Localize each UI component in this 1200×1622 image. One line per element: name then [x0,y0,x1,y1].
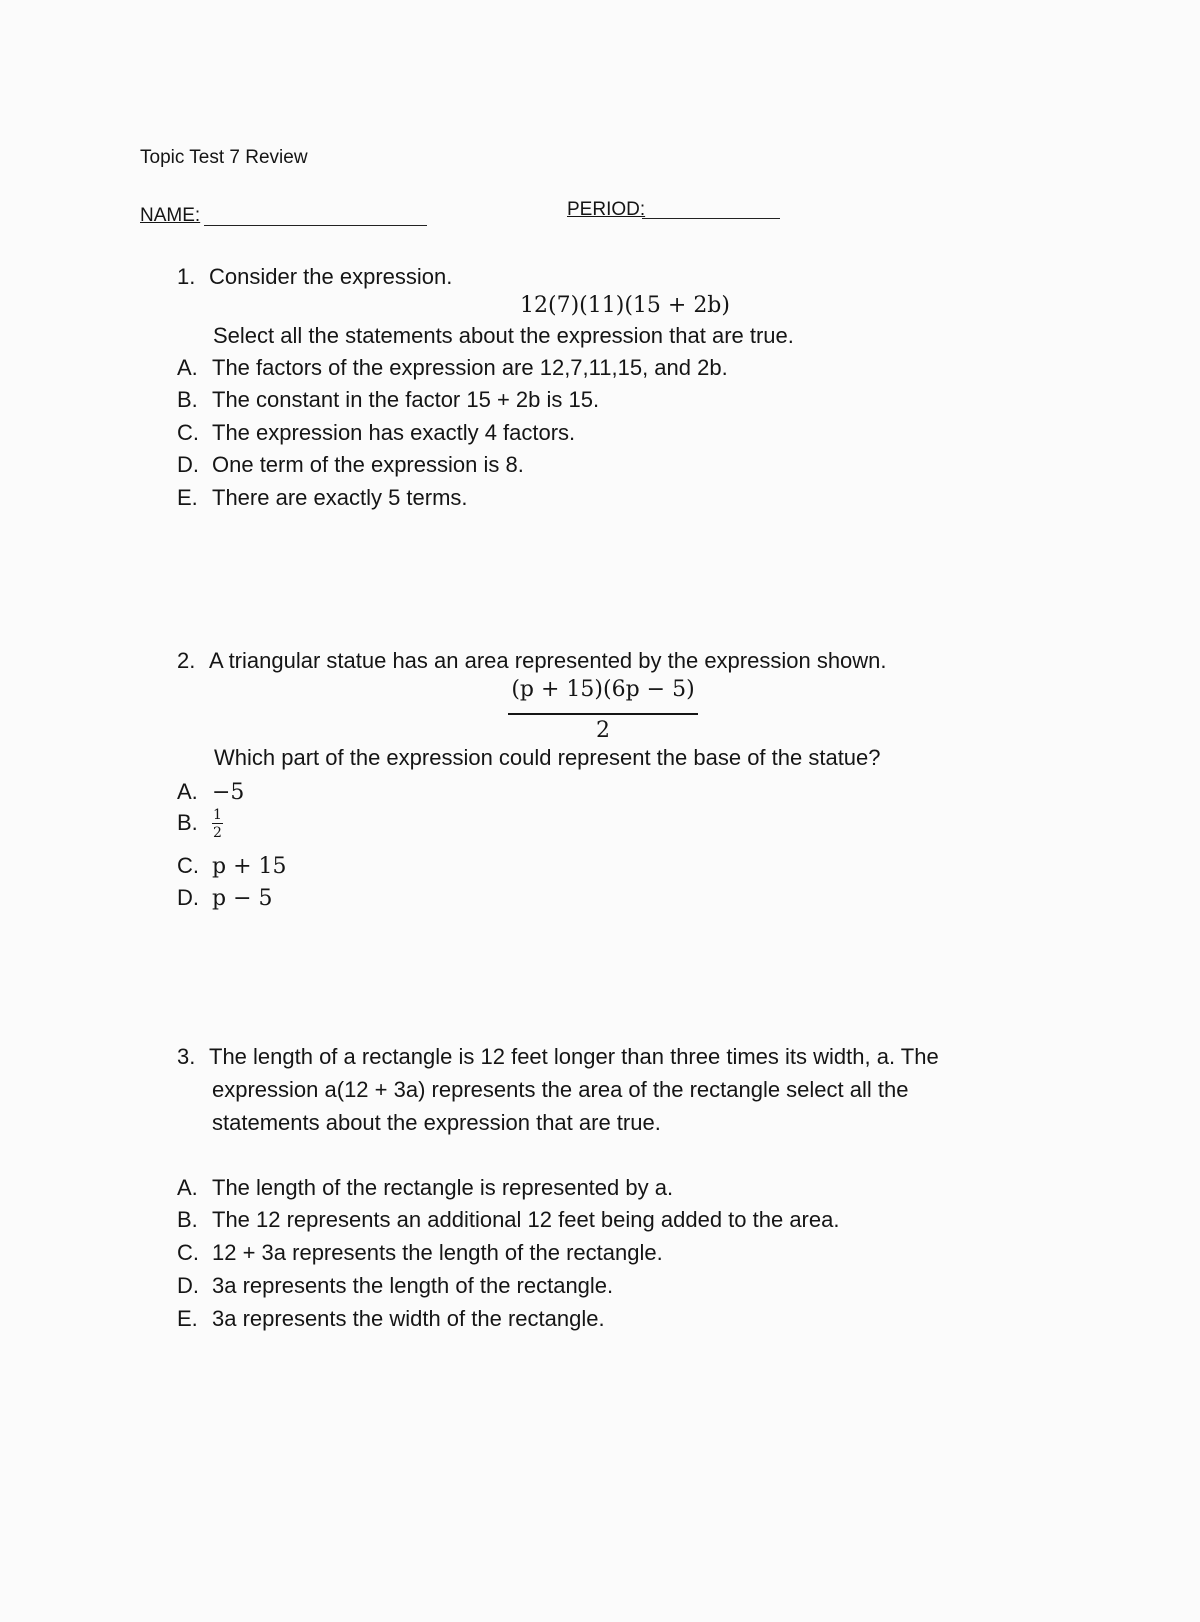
q2-option-a: A. −5 [177,779,245,805]
q3-option-a: A. The length of the rectangle is represented by a. [177,1175,674,1200]
q2-option-c: C. p + 15 [177,853,287,879]
q3-option-c: C. 12 + 3a represents the length of the rectangle. [177,1240,663,1265]
q2-option-b-fraction: $\frac{1}{2}$ [213,807,222,841]
q1-option-b: B. The constant in the factor 15 + 2b is 15. [177,387,600,412]
q3-line-1: 3. The length of a rectangle is 12 feet longer than three times its width, a. The [177,1044,939,1069]
q1-option-c: C. The expression has exactly 4 factors. [177,420,576,445]
q1-option-a: A. The factors of the expression are 12,7,11,15, and 2b. [177,355,728,380]
q1-number: 1. [177,264,196,289]
q2-prompt [177,648,887,674]
q2-fraction-bar [508,713,698,715]
q1-option-e: E. There are exactly 5 terms. [177,485,468,510]
q2-numerator: (p + 15)(6p − 5) [511,677,695,702]
q3-line-3: statements about the expression that are true. [212,1110,661,1135]
q3-number: 3. [177,1044,196,1069]
worksheet-title: Topic Test 7 Review [140,147,308,168]
period-blank-line [642,218,780,219]
q3-option-e: E. 3a represents the width of the rectangle. [177,1306,605,1331]
name-label: NAME: [140,205,201,226]
q2-prompt-text: A triangular statue has an area represented by the expression shown. [209,648,887,673]
q3-option-d: D. 3a represents the length of the rectangle. [177,1273,614,1298]
q1-prompt [177,264,452,290]
q2-option-d: D. p − 5 [177,885,273,911]
q1-expression: 12(7)(11)(15 + 2b) [520,293,730,318]
name-blank-line [204,225,427,226]
q1-instruction: Select all the statements about the expression that are true. [213,323,794,348]
q2-option-b: B. $\frac{1}{2}$ [177,807,222,841]
q1-option-d: D. One term of the expression is 8. [177,452,524,477]
q2-instruction: Which part of the expression could represent the base of the statue? [214,745,881,770]
q3-option-b: B. The 12 represents an additional 12 feet being added to the area. [177,1207,840,1232]
q2-number: 2. [177,648,196,673]
period-label: PERIOD: [567,199,646,220]
q3-line-2: expression a(12 + 3a) represents the area of the rectangle select all the [212,1077,909,1102]
q2-denominator: 2 [596,718,610,743]
q1-prompt-text: Consider the expression. [209,264,453,289]
